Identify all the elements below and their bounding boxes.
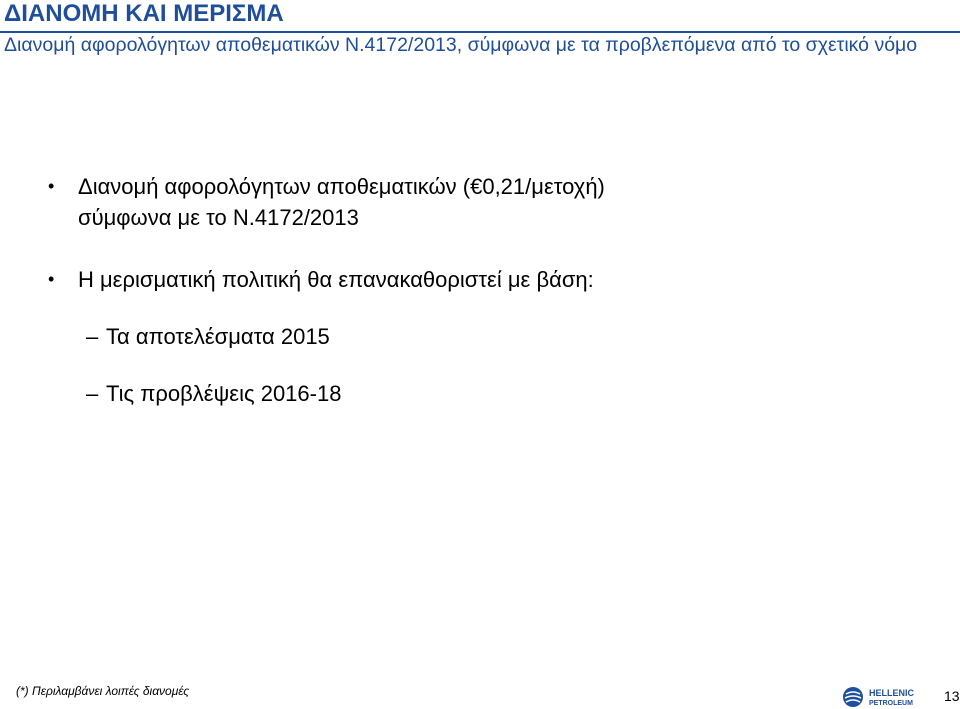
slide-subtitle: Διανομή αφορολόγητων αποθεματικών Ν.4172/2013, σύμφωνα με τα προβλεπόμενα από το σχετικό νόμο	[4, 34, 918, 56]
bullet-dot-icon: •	[48, 176, 55, 196]
logo-line2: PETROLEUM	[869, 700, 913, 707]
dash-icon: –	[86, 324, 99, 349]
hellenic-petroleum-logo-icon	[842, 686, 942, 708]
bullet-text-1a: Διανομή αφορολόγητων αποθεματικών (€0,21/μετοχή)	[78, 174, 605, 199]
sub-bullet-item-1	[86, 322, 330, 351]
footnote: (*) Περιλαμβάνει λοιπές διανομές	[16, 684, 190, 698]
slide-title: ΔΙΑΝΟΜΗ ΚΑΙ ΜΕΡΙΣΜΑ	[4, 0, 284, 27]
logo-line1: HELLENIC	[869, 688, 914, 698]
sub-bullet-text-2: Τις προβλέψεις 2016-18	[106, 381, 342, 406]
sub-bullet-item-2	[86, 379, 341, 408]
dash-icon: –	[86, 381, 99, 406]
bullet-dot-icon: •	[48, 269, 55, 289]
bullet-text-1b: σύμφωνα με το Ν.4172/2013	[78, 205, 359, 230]
bullet-text-2: Η μερισματική πολιτική θα επανακαθοριστεί με βάση:	[78, 267, 594, 292]
page-number: 13	[944, 688, 960, 704]
sub-bullet-text-1: Τα αποτελέσματα 2015	[106, 324, 330, 349]
